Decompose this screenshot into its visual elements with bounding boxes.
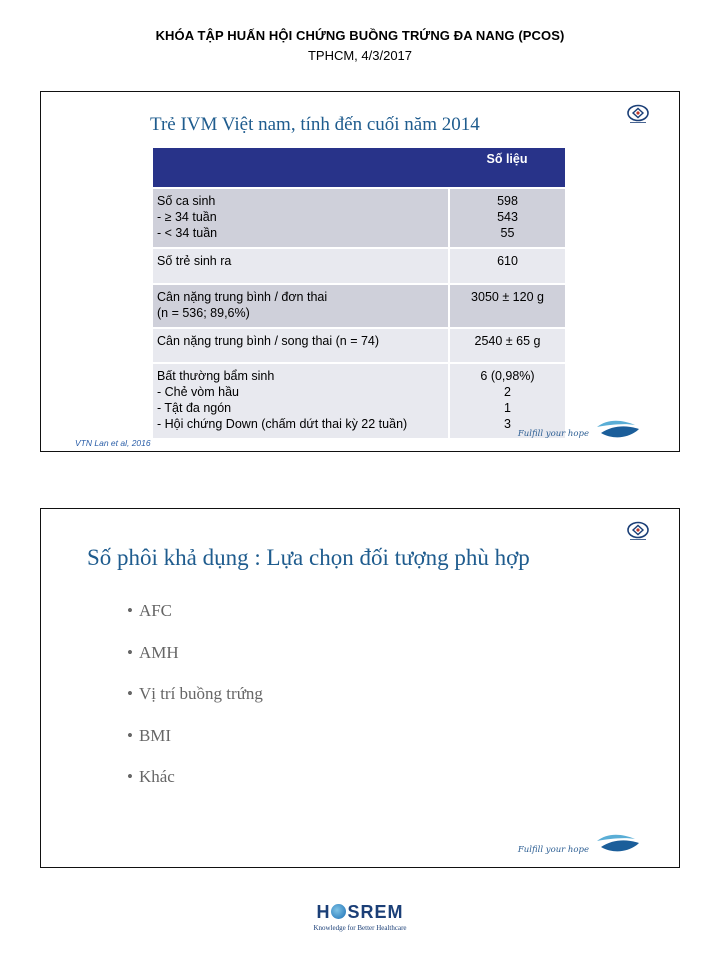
slide-1-title: Trẻ IVM Việt nam, tính đến cuối năm 2014 — [150, 114, 480, 135]
row-value-line: 3050 ± 120 g — [471, 290, 544, 304]
list-item: • BMI — [127, 725, 172, 745]
row-label-line: Số trẻ sinh ra — [157, 254, 232, 268]
wave-logo-icon — [595, 419, 641, 441]
row-label — [153, 284, 449, 328]
row-label-line: (n = 536; 89,6%) — [157, 306, 250, 320]
list-item-text: BMI — [138, 725, 172, 745]
brand-right: SREM — [347, 902, 404, 922]
wave-logo-icon — [595, 833, 641, 855]
footer-slogan: Fulfill your hope — [517, 845, 589, 855]
table-row — [153, 328, 565, 363]
row-value-line: 1 — [504, 401, 511, 415]
document-title: KHÓA TẬP HUẤN HỘI CHỨNG BUỒNG TRỨNG ĐA NANG (PCOS) — [155, 28, 565, 43]
row-label — [153, 363, 449, 438]
list-item: • AFC — [127, 601, 173, 620]
row-label-line: - Tật đa ngón — [157, 401, 232, 415]
row-value-line: 6 (0,98%) — [480, 369, 535, 383]
document-subtitle: TPHCM, 4/3/2017 — [307, 48, 413, 63]
slide-2-title: Số phôi khả dụng : Lựa chọn đối tượng phù hợp — [87, 545, 530, 570]
row-label-line: Cân nặng trung bình / đơn thai — [157, 290, 328, 304]
list-item-text: AMH — [138, 642, 179, 662]
row-label-line: - Hội chứng Down (chấm dứt thai kỳ 22 tuần) — [157, 417, 408, 431]
hosrem-globe-icon — [331, 904, 346, 919]
hosrem-brand — [0, 902, 720, 923]
table-row — [153, 188, 565, 248]
table-header-row — [153, 148, 565, 188]
list-item-text: AFC — [138, 601, 173, 620]
footer-slogan: Fulfill your hope — [517, 429, 589, 439]
row-value-line: 3 — [504, 417, 511, 431]
row-value — [449, 248, 565, 284]
slide-1 — [40, 91, 680, 452]
list-item-text: Khác — [138, 767, 175, 786]
bullet-list — [127, 601, 263, 809]
row-value-line: 55 — [500, 226, 515, 240]
row-value-line: 543 — [497, 210, 518, 224]
row-value — [449, 328, 565, 363]
brand-left: H — [316, 902, 331, 922]
row-label — [153, 328, 449, 363]
table-header-label-cell — [153, 148, 449, 188]
row-label-line: Số ca sinh — [157, 194, 216, 208]
row-label-line: Bất thường bẩm sinh — [157, 369, 275, 383]
ivm-statistics-table — [153, 148, 565, 438]
row-value-line: 2 — [504, 385, 511, 399]
clinic-logo-icon — [625, 521, 651, 541]
table-row — [153, 363, 565, 438]
row-value-line: 598 — [497, 194, 518, 208]
table-row — [153, 284, 565, 328]
table-row — [153, 248, 565, 284]
list-item: • Vị trí buồng trứng — [127, 684, 263, 703]
row-value — [449, 363, 565, 438]
row-value-line: 2540 ± 65 g — [474, 334, 541, 348]
citation: VTN Lan et al, 2016 — [75, 438, 151, 448]
clinic-logo-icon — [625, 104, 651, 124]
row-value — [449, 284, 565, 328]
list-item-text: Vị trí buồng trứng — [138, 684, 263, 703]
row-label-line: - ≥ 34 tuần — [157, 210, 217, 224]
document-header — [0, 28, 720, 63]
row-label-line: - < 34 tuần — [157, 226, 218, 240]
hosrem-logo — [0, 902, 720, 932]
table-header-value-cell: Số liệu — [449, 148, 565, 188]
row-value — [449, 188, 565, 248]
row-label — [153, 188, 449, 248]
hosrem-tagline: Knowledge for Better Healthcare — [313, 924, 407, 932]
row-label — [153, 248, 449, 284]
list-item: • AMH — [127, 642, 179, 662]
list-item: • Khác — [127, 767, 175, 786]
slide-2 — [40, 508, 680, 868]
row-label-line: - Chẻ vòm hầu — [157, 385, 239, 399]
row-label-line: Cân nặng trung bình / song thai (n = 74) — [157, 334, 380, 348]
row-value-line: 610 — [497, 254, 518, 268]
